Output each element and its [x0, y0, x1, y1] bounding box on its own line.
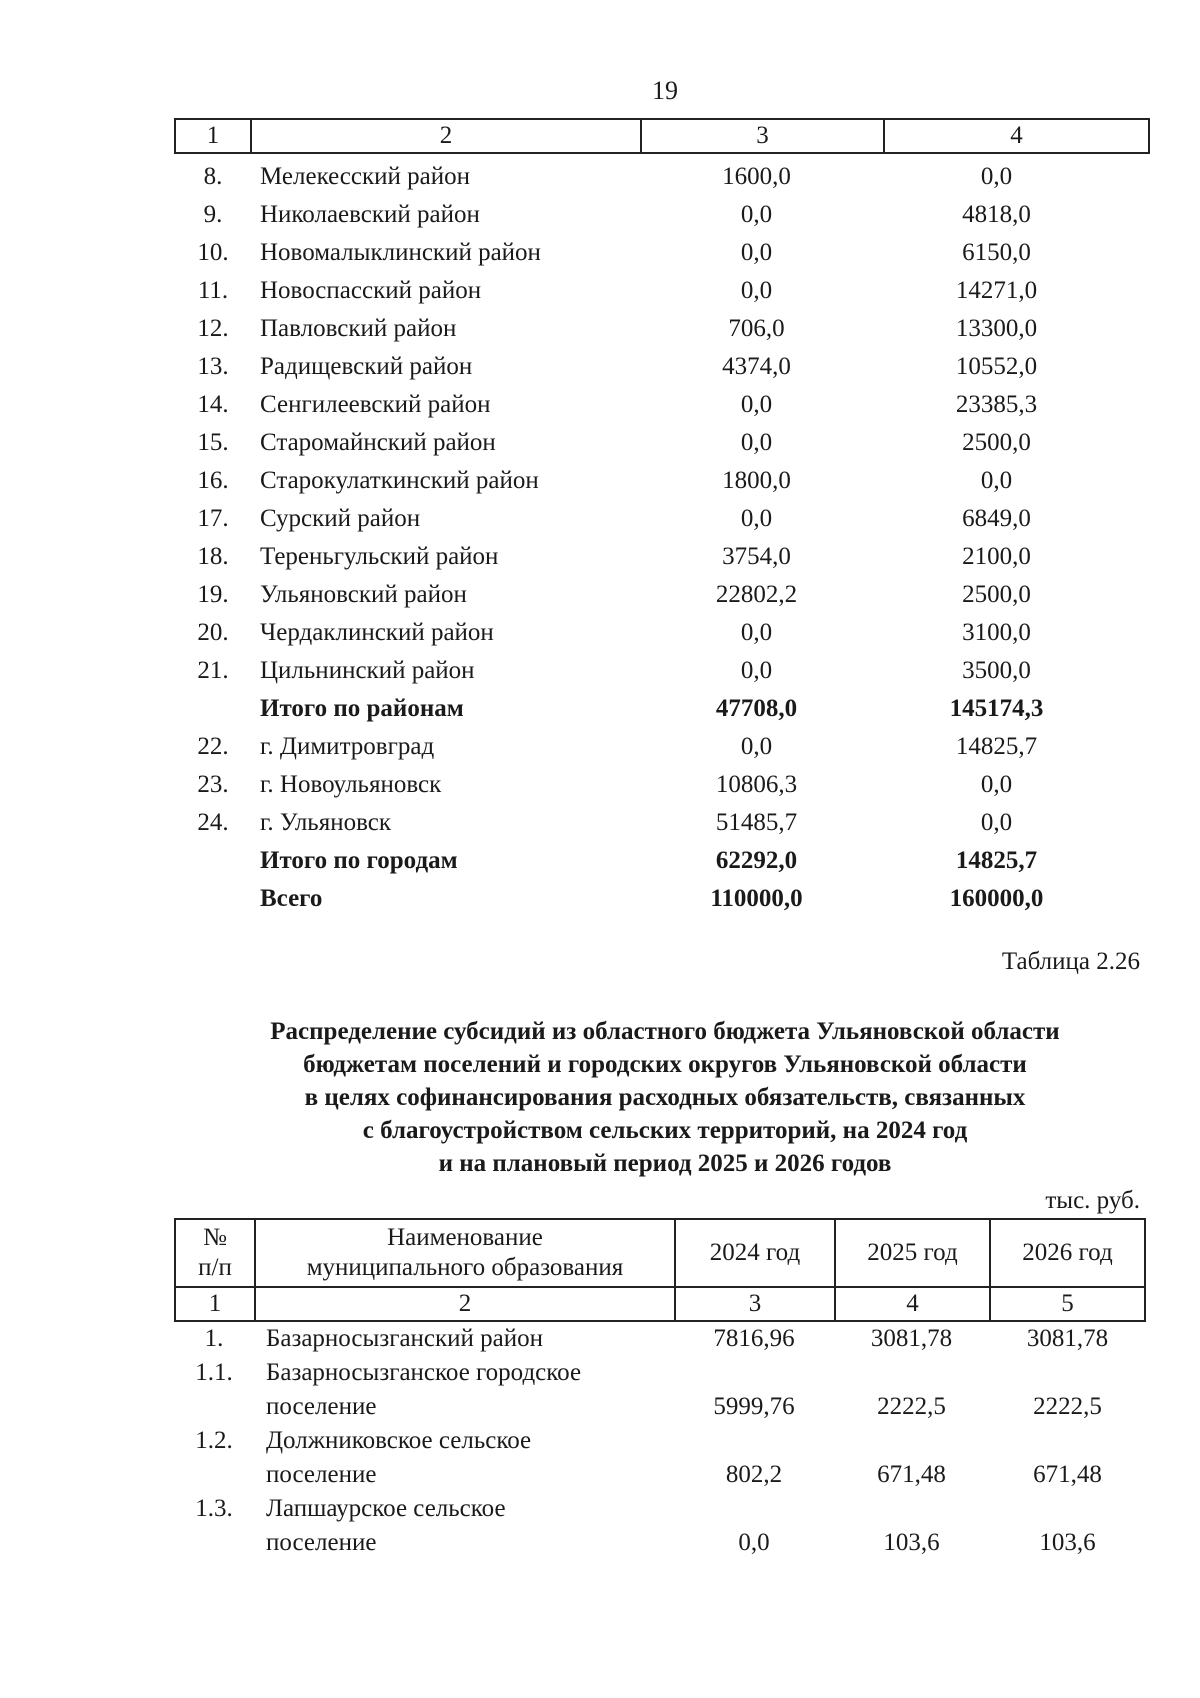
row-number: 13. [197, 353, 229, 380]
row-value-col4: 0,0 [980, 771, 1013, 798]
header-num-line1: № [203, 1224, 227, 1251]
table1-total-row [174, 880, 1150, 918]
page-number: 19 [652, 76, 678, 105]
row-name-line1: Лапшаурское сельское [266, 1495, 506, 1522]
row-value-col3: 0,0 [740, 657, 773, 684]
row-value-col4: 3500,0 [962, 657, 1031, 684]
row-value-col3: 3754,0 [722, 543, 791, 570]
row-name [254, 1356, 674, 1424]
table1-row [174, 462, 1150, 500]
units-label: тыс. руб. [1045, 1187, 1140, 1214]
row-number: 14. [197, 391, 229, 418]
row-number: 17. [197, 505, 229, 532]
row-name: г. Ульяновск [260, 809, 391, 836]
value-2026: 103,6 [1039, 1529, 1096, 1556]
row-value-col4: 6150,0 [962, 239, 1031, 266]
value-2025: 103,6 [883, 1529, 940, 1556]
row-name-line2: поселение [266, 1393, 377, 1420]
table2-title [150, 1015, 1180, 1180]
header-num [176, 1220, 256, 1286]
row-value-col3: 0,0 [740, 733, 773, 760]
index-col2: 2 [256, 1288, 676, 1320]
row-value-col4: 145174,3 [949, 695, 1044, 722]
row-name: Сурский район [260, 505, 421, 532]
row-value-col4: 3100,0 [962, 619, 1031, 646]
index-col3: 3 [676, 1288, 836, 1320]
table2-row [174, 1492, 1146, 1560]
row-value-col4: 0,0 [980, 467, 1013, 494]
value-2024: 0,0 [738, 1529, 770, 1556]
value-2025: 671,48 [877, 1461, 946, 1488]
row-number: 1. [204, 1325, 224, 1352]
title-line: Распределение субсидий из областного бюджета Ульяновской области [270, 1018, 1060, 1045]
value-2024: 5999,76 [713, 1393, 795, 1420]
row-value-col4: 4818,0 [962, 201, 1031, 228]
table2-row [174, 1322, 1146, 1356]
row-value-col3: 22802,2 [715, 581, 798, 608]
row-number: 9. [203, 201, 223, 228]
header-name-line1: Наименование [387, 1224, 543, 1251]
row-value-col4: 160000,0 [949, 885, 1044, 912]
table1-body [174, 158, 1150, 918]
index-col4: 4 [836, 1288, 991, 1320]
row-name [254, 1424, 674, 1492]
index-col1: 1 [176, 1288, 256, 1320]
row-name: Ульяновский район [260, 581, 467, 608]
row-value-col4: 13300,0 [955, 315, 1038, 342]
row-value-col4: 0,0 [980, 163, 1013, 190]
row-number: 21. [197, 657, 229, 684]
table2-header [174, 1218, 1146, 1322]
row-name: Чердаклинский район [260, 619, 494, 646]
header-name-line2: муниципального образования [306, 1254, 624, 1281]
table1-header-col3: 3 [642, 120, 885, 152]
value-2025: 3081,78 [870, 1325, 953, 1352]
value-2025: 2222,5 [877, 1393, 946, 1420]
row-number: 1.1. [195, 1359, 233, 1386]
row-value-col4: 2100,0 [962, 543, 1031, 570]
row-name: Старокулаткинский район [260, 467, 539, 494]
row-name: Николаевский район [260, 201, 480, 228]
row-value-col3: 0,0 [740, 505, 773, 532]
table1-header-col1: 1 [176, 120, 252, 152]
value-2026: 2222,5 [1033, 1393, 1102, 1420]
table1-row [174, 614, 1150, 652]
table1-row [174, 158, 1150, 196]
value-2026: 3081,78 [1026, 1325, 1109, 1352]
table1-row [174, 500, 1150, 538]
row-value-col4: 0,0 [980, 809, 1013, 836]
table2-row [174, 1356, 1146, 1424]
row-value-col3: 0,0 [740, 619, 773, 646]
table2-header-row [176, 1220, 1144, 1288]
row-name-line1: Должниковское сельское [266, 1427, 532, 1454]
row-name-line1: Базарносызганский район [266, 1325, 544, 1352]
table1-row [174, 424, 1150, 462]
row-name [254, 1492, 674, 1560]
table2-body [174, 1322, 1146, 1560]
table1-header-col2: 2 [252, 120, 642, 152]
row-value-col3: 10806,3 [715, 771, 798, 798]
row-name: Сенгилеевский район [260, 391, 491, 418]
table-caption: Таблица 2.26 [1001, 948, 1140, 975]
row-number: 22. [197, 733, 229, 760]
row-value-col3: 0,0 [740, 201, 773, 228]
row-name-line1: Базарносызганское городское [266, 1359, 582, 1386]
title-line: в целях софинансирования расходных обязательств, связанных [304, 1084, 1026, 1111]
row-number: 24. [197, 809, 229, 836]
header-2025: 2025 год [836, 1220, 991, 1286]
row-value-col3: 0,0 [740, 239, 773, 266]
title-line: бюджетам поселений и городских округов Ульяновской области [303, 1051, 1027, 1078]
table1-header-row [174, 118, 1150, 154]
row-number: 15. [197, 429, 229, 456]
value-2024: 802,2 [725, 1461, 783, 1488]
value-2024: 7816,96 [713, 1325, 795, 1352]
row-number: 11. [197, 277, 229, 304]
row-value-col4: 23385,3 [955, 391, 1038, 418]
header-num-line2: п/п [198, 1254, 232, 1281]
row-number: 10. [197, 239, 229, 266]
row-value-col3: 62292,0 [715, 847, 798, 874]
row-name: Итого по районам [260, 695, 464, 722]
row-number: 20. [197, 619, 229, 646]
table1-row [174, 538, 1150, 576]
row-value-col4: 14825,7 [955, 847, 1038, 874]
table1-row [174, 348, 1150, 386]
row-name: Радищевский район [260, 353, 473, 380]
table2-index-row [176, 1288, 1144, 1320]
title-line: с благоустройством сельских территорий, на 2024 год [362, 1117, 968, 1144]
row-name-line2: поселение [266, 1529, 377, 1556]
row-name [254, 1322, 674, 1356]
row-name: Тереньгульский район [260, 543, 499, 570]
row-value-col4: 6849,0 [962, 505, 1031, 532]
row-value-col3: 47708,0 [715, 695, 798, 722]
row-name-line2: поселение [266, 1461, 377, 1488]
table1-row [174, 728, 1150, 766]
row-name: Павловский район [260, 315, 457, 342]
row-value-col4: 2500,0 [962, 429, 1031, 456]
row-value-col3: 51485,7 [715, 809, 798, 836]
row-value-col3: 1600,0 [722, 163, 791, 190]
row-number: 8. [203, 163, 223, 190]
table1-row [174, 234, 1150, 272]
table1-total-row [174, 842, 1150, 880]
row-value-col3: 110000,0 [710, 885, 803, 912]
row-value-col4: 2500,0 [962, 581, 1031, 608]
table1-row [174, 804, 1150, 842]
row-name: Новоспасский район [260, 277, 482, 304]
row-value-col4: 14825,7 [955, 733, 1038, 760]
row-number: 19. [197, 581, 229, 608]
row-value-col3: 4374,0 [722, 353, 791, 380]
row-name: Всего [260, 885, 323, 912]
table1-row [174, 652, 1150, 690]
row-name: Цильнинский район [260, 657, 475, 684]
header-name [256, 1220, 676, 1286]
row-value-col3: 1800,0 [722, 467, 791, 494]
table1-row [174, 272, 1150, 310]
table1-header-col4: 4 [1010, 122, 1023, 149]
table1-total-row [174, 690, 1150, 728]
table1-row [174, 310, 1150, 348]
table1-row [174, 576, 1150, 614]
row-number: 12. [197, 315, 229, 342]
row-value-col3: 706,0 [728, 315, 785, 342]
row-name: Новомалыклинский район [260, 239, 541, 266]
row-number: 1.3. [195, 1495, 233, 1522]
row-value-col4: 10552,0 [955, 353, 1038, 380]
table1-row [174, 766, 1150, 804]
index-col5: 5 [1061, 1290, 1074, 1317]
title-line: и на плановый период 2025 и 2026 годов [438, 1150, 892, 1177]
header-2026: 2026 год [1022, 1239, 1113, 1266]
table1-row [174, 196, 1150, 234]
row-number: 23. [197, 771, 229, 798]
row-number: 16. [197, 467, 229, 494]
value-2026: 671,48 [1033, 1461, 1102, 1488]
row-value-col4: 14271,0 [955, 277, 1038, 304]
row-number: 18. [197, 543, 229, 570]
row-name: г. Димитровград [260, 733, 435, 760]
row-name: Итого по городам [260, 847, 458, 874]
row-number: 1.2. [195, 1427, 233, 1454]
row-name: Старомайнский район [260, 429, 496, 456]
table2-row [174, 1424, 1146, 1492]
row-value-col3: 0,0 [740, 277, 773, 304]
row-value-col3: 0,0 [740, 429, 773, 456]
row-name: г. Новоульяновск [260, 771, 442, 798]
row-value-col3: 0,0 [740, 391, 773, 418]
table1-row [174, 386, 1150, 424]
header-2024: 2024 год [676, 1220, 836, 1286]
row-name: Мелекесский район [260, 163, 471, 190]
